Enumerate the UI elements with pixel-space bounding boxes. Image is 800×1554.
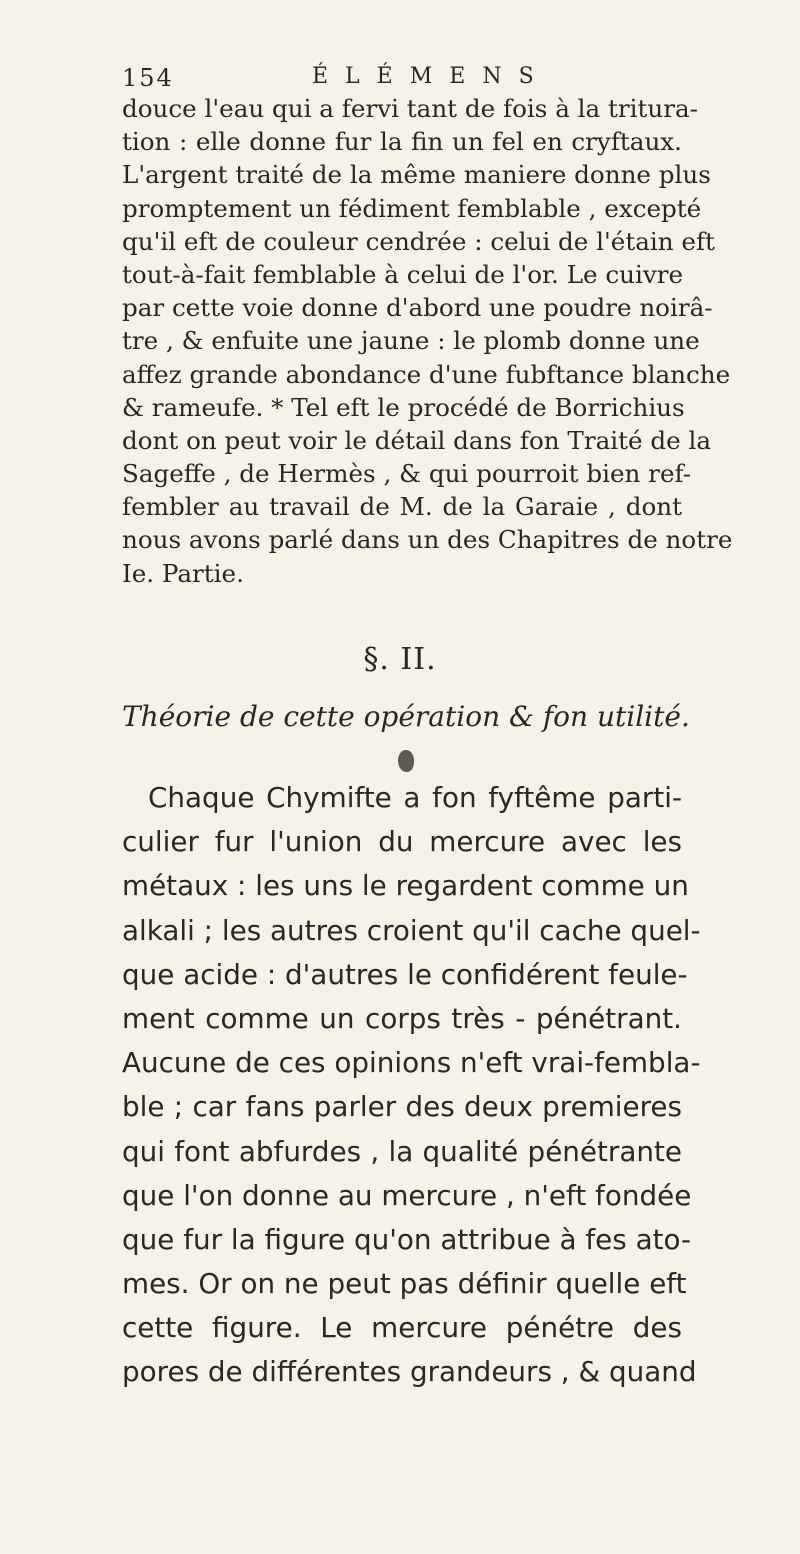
text-line: mes. Or on ne peut pas définir quelle eft	[122, 1267, 687, 1301]
text-line: & rameufe. * Tel eft le procédé de Borrichius	[122, 392, 685, 422]
text-line: par cette voie donne d'abord une poudre noirâ-	[122, 293, 713, 323]
text-line: pores de différentes grandeurs , & quand	[122, 1355, 697, 1389]
text-line: culier fur l'union du mercure avec les	[122, 825, 682, 859]
text-line: Chaque Chymifte a fon fyftême parti-	[148, 781, 682, 814]
text-line: L'argent traité de la même maniere donne plus	[122, 160, 711, 190]
top-paragraph	[122, 92, 733, 590]
text-line: promptement un fédiment femblable , excepté	[122, 193, 702, 223]
text-line: tout-à-fait femblable à celui de l'or. Le cuivre	[122, 259, 684, 289]
text-line: que fur la figure qu'on attribue à fes ato-	[122, 1222, 692, 1256]
text-line: Aucune de ces opinions n'eft vrai-fembla-	[122, 1046, 701, 1080]
text-line: affez grande abondance d'une fubftance blanche	[122, 359, 731, 389]
main-paragraph	[122, 776, 701, 1395]
text-line: douce l'eau qui a fervi tant de fois à la tritura-	[122, 94, 698, 123]
text-line: métaux : les uns le regardent comme un	[122, 869, 689, 903]
section-title: Théorie de cette opération & fon utilité.	[122, 700, 690, 733]
text-line: alkali ; les autres croient qu'il cache quel-	[122, 913, 701, 947]
text-line: nous avons parlé dans un des Chapitres de notre	[122, 525, 733, 555]
text-line: dont on peut voir le détail dans fon Traité de la	[122, 425, 712, 455]
text-line: tre , & enfuite une jaune : le plomb donne une	[122, 326, 700, 356]
text-line: ble ; car fans parler des deux premieres	[122, 1090, 682, 1124]
text-line: qui font abfurdes , la qualité pénétrante	[122, 1134, 682, 1168]
text-line: tion : elle donne fur la fin un fel en cryftaux.	[122, 127, 682, 157]
text-line: Sageffe , de Hermès , & qui pourroit bien ref-	[122, 459, 692, 489]
text-line: qu'il eft de couleur cendrée : celui de l'étain eft	[122, 226, 715, 256]
page-number: 154	[122, 64, 174, 92]
text-line: Ie. Partie.	[122, 558, 244, 588]
running-title: ÉLÉMENS	[312, 64, 551, 89]
text-line: fembler au travail de M. de la Garaie , dont	[122, 492, 682, 522]
text-line: que l'on donne au mercure , n'eft fondée	[122, 1178, 692, 1212]
text-line: cette figure. Le mercure pénétre des	[122, 1311, 682, 1345]
text-line: que acide : d'autres le confidérent feule-	[122, 957, 688, 991]
ink-blot	[398, 750, 414, 772]
section-number: §. II.	[363, 642, 437, 677]
text-line: ment comme un corps très - pénétrant.	[122, 1001, 682, 1035]
